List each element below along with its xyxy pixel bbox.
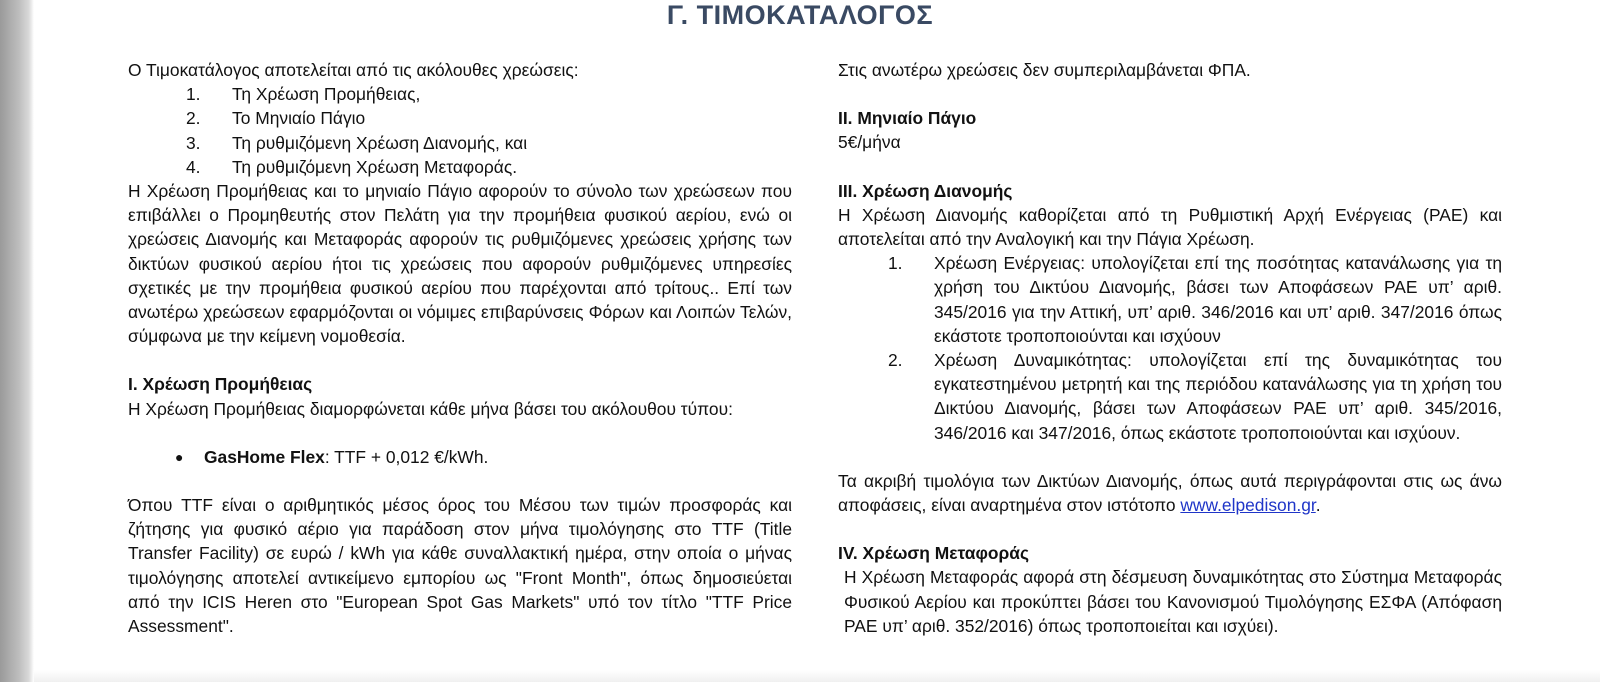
page-title: Γ. ΤΙΜΟΚΑΤΑΛΟΓΟΣ: [666, 0, 934, 30]
section-heading-distribution: III. Χρέωση Διανομής: [838, 180, 1013, 201]
left-column: [128, 58, 792, 638]
elpedison-link[interactable]: www.elpedison.gr: [1180, 495, 1316, 516]
list-item: 1. Τη Χρέωση Προμήθειας,: [186, 84, 421, 105]
list-item: 3. Τη ρυθμιζόμενη Χρέωση Διανομής, και: [186, 132, 528, 153]
list-item: 1. Χρέωση Ενέργειας: υπολογίζεται επί της ποσότητας κατανάλωσης για τη χρήση του Δικτύου Διανομής, βάσει των Αποφάσεων ΡΑΕ υπ’ αριθ. 345/2016 για την Αττική, υπ’ αριθ. 346/2016 και υπ’ αριθ. 347/2016 όπως εκάστοτε τροποποιούνται και ισχύουν: [888, 253, 1502, 346]
right-column: [838, 58, 1502, 638]
charges-list: [128, 82, 792, 179]
ttf-definition: Όπου TTF είναι ο αριθμητικός μέσος όρος του Μέσου των τιμών προσφοράς και ζήτησης για φυσικό αέριο για παράδοση στον μήνα τιμολόγησης στο TTF (Title Transfer Facility) σε ευρώ / kWh για κάθε συναλλακτική ημέρα, στην οποία ο μήνας τιμολόγησης αποτελεί αντικείμενο εμπορίου ως "Front Month", όπως δημοσιεύεται από την ICIS Heren στο "European Spot Gas Markets" υπό τον τίτλο "TTF Price Assessment".: [128, 495, 792, 637]
distribution-description: Η Χρέωση Διανομής καθορίζεται από τη Ρυθμιστική Αρχή Ενέργειας (ΡΑΕ) και αποτελείται από την Αναλογική και την Πάγια Χρέωση.: [838, 204, 1502, 250]
bullet-icon: ●: [175, 448, 184, 465]
vat-note: Στις ανωτέρω χρεώσεις δεν συμπεριλαμβάνεται ΦΠΑ.: [838, 60, 1251, 80]
section-heading-supply: I. Χρέωση Προμήθειας: [128, 374, 313, 395]
supply-formula-intro: Η Χρέωση Προμήθειας διαμορφώνεται κάθε μήνα βάσει του ακόλουθου τύπου:: [128, 398, 733, 419]
list-item: 2. Χρέωση Δυναμικότητας: υπολογίζεται επί της δυναμικότητας του εγκατεστημένου μετρητή και της περιόδου κατανάλωσης για τη χρήση του Δικτύου Διανομής, βάσει των Αποφάσεων ΡΑΕ υπ’ αριθ. 345/2016, 346/2016 και 347/2016, όπως εκάστοτε τροποποιούνται και ισχύουν.: [888, 350, 1502, 443]
section-heading-monthly-fee: II. Μηνιαίο Πάγιο: [838, 108, 977, 129]
section-heading-transmission: IV. Χρέωση Μεταφοράς: [838, 543, 1030, 564]
product-formula: : TTF + 0,012 €/kWh.: [324, 446, 489, 467]
bullet-item-gashome: [128, 445, 792, 469]
charges-description: Η Χρέωση Προμήθειας και το μηνιαίο Πάγιο αφορούν το σύνολο των χρεώσεων που επιβάλλει ο Προμηθευτής στον Πελάτη για την προμήθεια φυσικού αερίου, ενώ οι χρεώσεις Διανομής και Μεταφοράς αφορούν τις ρυθμιζόμενες χρεώσεις χρήσης των δικτύων φυσικού αερίου ήτοι τις χρεώσεις που αφορούν ρυθμιζόμενες υπηρεσίες σχετικές με την προμήθεια φυσικού αερίου που παρέχονται από τρίτους.. Επί των ανωτέρω χρεώσεων εφαρμόζονται οι νόμιμες επιβαρύνσεις Φόρων και Λοιπών Τελών, σύμφωνα με την κείμενη νομοθεσία.: [128, 181, 792, 347]
distribution-list: [838, 251, 1502, 445]
product-name: GasHome Flex: [204, 446, 325, 467]
page-bottom-edge: [34, 670, 1600, 682]
list-item: 2. Το Μηνιαίο Πάγιο: [186, 108, 366, 129]
intro-text: Ο Τιμοκατάλογος αποτελείται από τις ακόλουθες χρεώσεις:: [128, 60, 579, 80]
transmission-description: Η Χρέωση Μεταφοράς αφορά στη δέσμευση δυναμικότητας στο Σύστημα Μεταφοράς Φυσικού Αερίου και προκύπτει βάσει του Κανονισμού Τιμολόγησης ΕΣΦΑ (Απόφαση ΡΑΕ υπ’ αριθ. 352/2016) όπως τροποποιείται και ισχύει).: [844, 567, 1502, 636]
list-item: 4. Τη ρυθμιζόμενη Χρέωση Μεταφοράς.: [186, 156, 518, 177]
tariffs-note: Τα ακριβή τιμολόγια των Δικτύων Διανομής, όπως αυτά περιγράφονται στις ως άνω αποφάσεις, είναι αναρτημένα στον ιστότοπο www.elpedison.gr.: [838, 470, 1502, 516]
monthly-fee-value: 5€/μήνα: [838, 132, 901, 153]
window-left-edge: [0, 0, 34, 682]
